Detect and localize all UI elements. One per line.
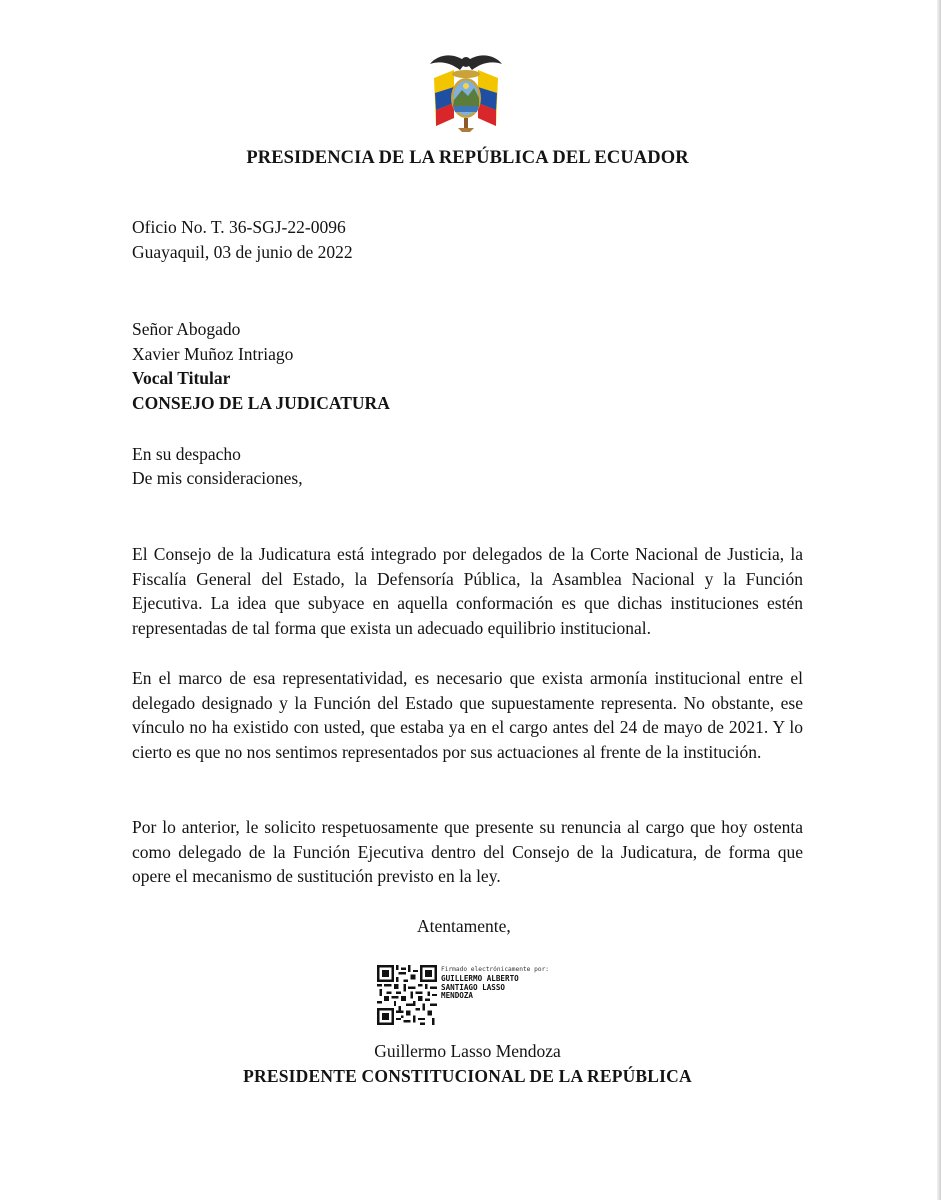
opening-line-2: De mis consideraciones, [132,468,303,488]
body-paragraph-1: El Consejo de la Judicatura está integrado por delegados de la Corte Nacional de Justicia, la Fiscalía General del Estado, la Defensoría Pública, la Asamblea Nacional y la Función Ejecutiva. La idea que subyace en aquella conformación es que dichas instituciones estén representadas de tal forma que exista un adecuado equilibrio institucional. [132,544,803,638]
signature-note: Firmado electrónicamente por: [441,966,550,973]
signature-stamp-name: GUILLERMO ALBERTO SANTIAGO LASSO MENDOZA [441,974,519,1001]
closing: Atentamente, [417,916,511,936]
recipient-name: Xavier Muñoz Intriago [132,344,294,364]
body-paragraph-2: En el marco de esa representatividad, es necesario que exista armonía institucional entre el delegado designado y la Función del Estado que supuestamente representa. No obstante, ese vínculo no ha existido con usted, que estaba ya en el cargo antes del 24 de mayo de 2021. Y lo cierto es que no nos sentimos representados por sus actuaciones al frente de la institución. [132,668,803,762]
reference-number: Oficio No. T. 36-SGJ-22-0096 [132,217,346,237]
recipient-institution: CONSEJO DE LA JUDICATURA [132,393,390,413]
coat-of-arms-icon [424,48,508,134]
recipient-salutation: Señor Abogado [132,319,241,339]
signer-name: Guillermo Lasso Mendoza [374,1041,561,1061]
recipient-position: Vocal Titular [132,368,231,388]
page-edge-shadow [937,0,941,1200]
body-paragraph-3: Por lo anterior, le solicito respetuosamente que presente su renuncia al cargo que hoy ostenta como delegado de la Función Ejecutiva dentro del Consejo de la Judicatura, de forma que opere el mecanismo de sustitución previsto en la ley. [132,817,803,886]
signer-title: PRESIDENTE CONSTITUCIONAL DE LA REPÚBLICA [243,1066,692,1086]
opening-line-1: En su despacho [132,444,241,464]
issuer-heading: PRESIDENCIA DE LA REPÚBLICA DEL ECUADOR [246,148,689,168]
signature-qr-code-icon [377,965,437,1025]
place-and-date: Guayaquil, 03 de junio de 2022 [132,242,353,262]
